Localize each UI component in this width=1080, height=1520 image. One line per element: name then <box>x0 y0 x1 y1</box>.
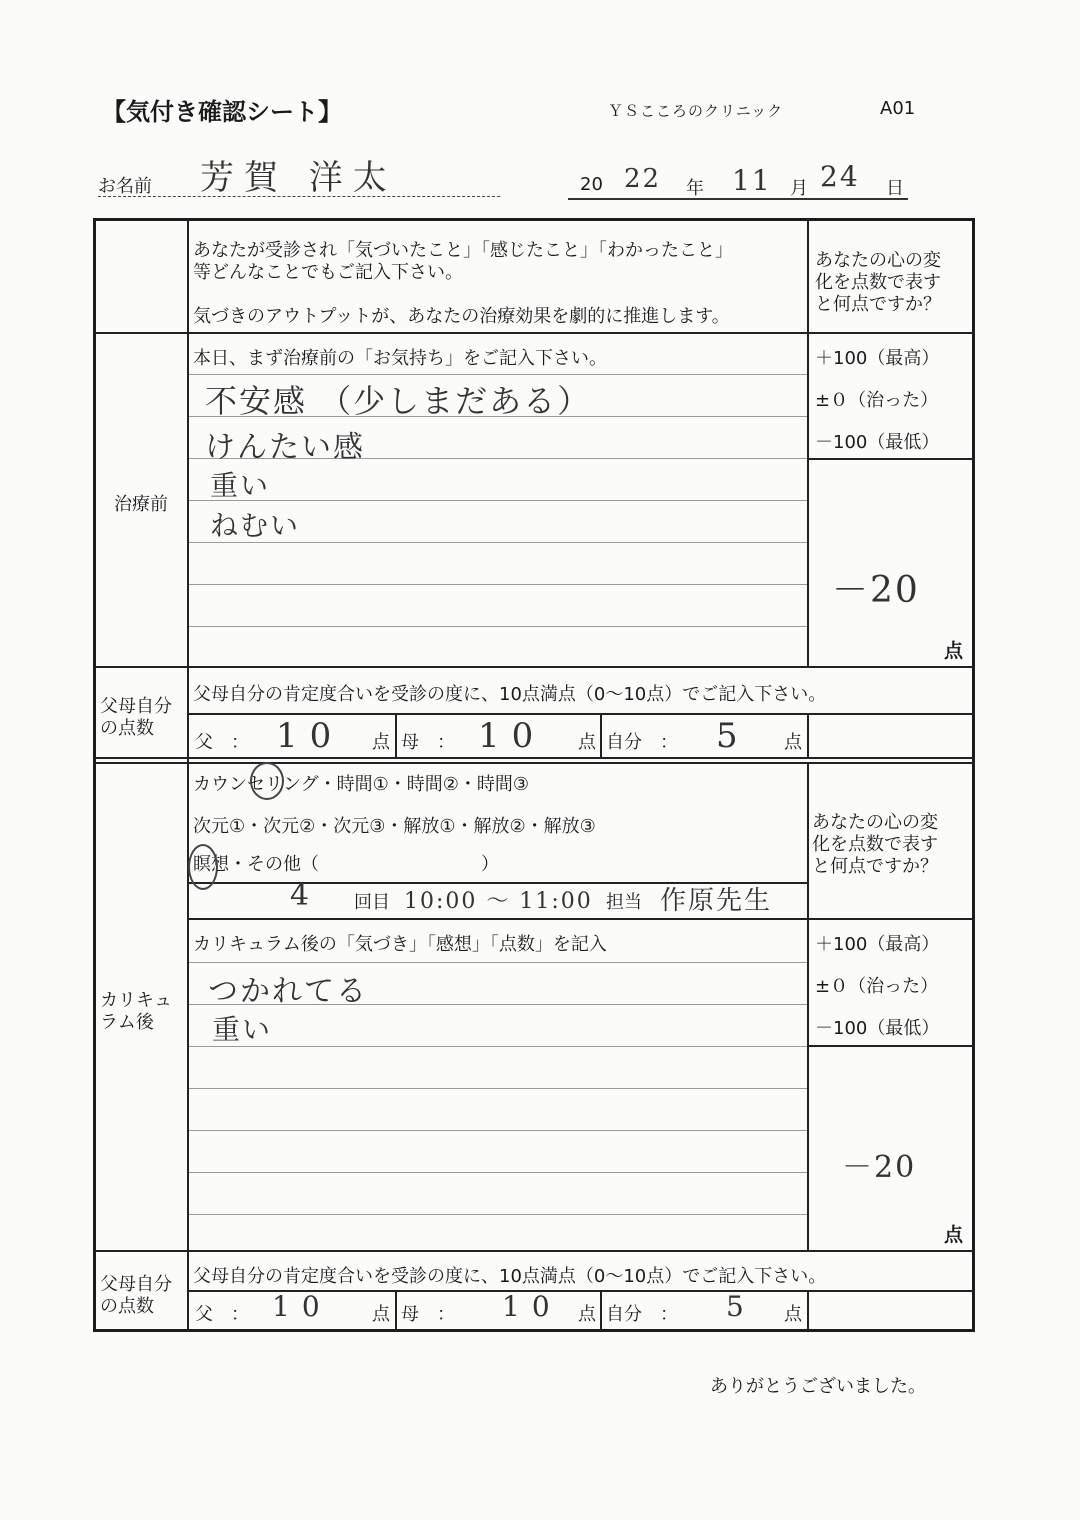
father-unit: 点 <box>372 732 390 753</box>
staff-name[interactable]: 作原先生 <box>660 886 773 916</box>
parents1-label-1: 父母自分 <box>100 696 172 717</box>
year-prefix: 20 <box>580 174 603 195</box>
date-underline <box>568 198 908 200</box>
year-label: 年 <box>686 178 704 199</box>
parents2-label-2: の点数 <box>100 1296 154 1317</box>
self-score-2[interactable]: 5 <box>726 1290 746 1323</box>
before-answer-3[interactable]: 重い <box>210 469 271 502</box>
father-label-2: 父 ： <box>195 1304 249 1325</box>
intro-line-3: 気づきのアウトプットが、あなたの治療効果を劇的に推進します。 <box>193 306 730 327</box>
self-score[interactable]: 5 <box>716 716 740 756</box>
curriculum-scale-min: －100（最低） <box>815 1018 940 1039</box>
meditation-circle <box>188 844 218 890</box>
curriculum-scale-zero: ±０（治った） <box>815 976 939 997</box>
before-prompt: 本日、まず治療前の「お気持ち」をご記入下さい。 <box>193 348 607 369</box>
curriculum-options-3: 瞑想・その他（ ） <box>193 854 499 875</box>
name-label: お名前 <box>98 176 152 197</box>
name-value[interactable]: 芳賀 洋太 <box>200 158 397 198</box>
day-label: 日 <box>886 178 904 199</box>
before-answer-2[interactable]: けんたい感 <box>205 430 365 465</box>
curriculum-score-question-2: 化を点数で表す <box>812 834 938 855</box>
before-score-value[interactable]: －20 <box>832 570 920 611</box>
parents2-label-1: 父母自分 <box>100 1274 172 1295</box>
score-question-1: あなたの心の変 <box>815 250 941 271</box>
curriculum-section-label-2: ラム後 <box>100 1012 154 1033</box>
selected-option-circle <box>250 762 284 800</box>
before-answer-1[interactable]: 不安感 （少しまだある） <box>205 382 592 420</box>
session-count[interactable]: 4 <box>290 878 312 913</box>
mother-label: 母 ： <box>401 732 455 753</box>
thanks-message: ありがとうございました。 <box>710 1376 926 1397</box>
mother-unit-2: 点 <box>578 1304 596 1325</box>
score-question-2: 化を点数で表す <box>815 272 941 293</box>
father-score-2[interactable]: 10 <box>272 1290 332 1323</box>
curriculum-score-value[interactable]: －20 <box>842 1150 917 1185</box>
curriculum-score-unit: 点 <box>944 1224 964 1246</box>
self-unit: 点 <box>784 732 802 753</box>
session-count-label: 回目 <box>354 892 390 913</box>
mother-score[interactable]: 10 <box>478 716 546 756</box>
curriculum-score-question-3: と何点ですか？ <box>812 856 938 877</box>
session-time[interactable]: 10:00 ～ 11:00 <box>404 889 593 914</box>
name-underline <box>98 196 500 197</box>
before-scale-zero: ±０（治った） <box>815 390 939 411</box>
form-code: A01 <box>880 98 916 119</box>
curriculum-scale-max: ＋100（最高） <box>815 934 940 955</box>
month-label: 月 <box>790 178 808 199</box>
day-value[interactable]: 24 <box>820 160 860 193</box>
curriculum-prompt: カリキュラム後の「気づき」「感想」「点数」を記入 <box>193 934 607 955</box>
mother-unit: 点 <box>578 732 596 753</box>
before-score-unit: 点 <box>944 640 964 662</box>
score-question-3: と何点ですか？ <box>815 294 941 315</box>
self-label-2: 自分 ： <box>606 1304 678 1325</box>
father-score[interactable]: 10 <box>276 716 344 756</box>
father-unit-2: 点 <box>372 1304 390 1325</box>
before-section-label: 治療前 <box>114 494 168 515</box>
intro-line-1: あなたが受診され「気づいたこと」「感じたこと」「わかったこと」 <box>193 240 733 261</box>
before-scale-max: ＋100（最高） <box>815 348 940 369</box>
sheet-title: 【気付き確認シート】 <box>102 98 342 126</box>
intro-line-2: 等どんなことでもご記入下さい。 <box>193 262 463 283</box>
before-scale-min: －100（最低） <box>815 432 940 453</box>
mother-label-2: 母 ： <box>401 1304 455 1325</box>
curriculum-section-label-1: カリキュ <box>100 990 172 1011</box>
curriculum-answer-1[interactable]: つかれてる <box>208 974 368 1009</box>
parents2-instruction: 父母自分の肯定度合いを受診の度に、10点満点（0～10点）でご記入下さい。 <box>193 1266 827 1287</box>
curriculum-answer-2[interactable]: 重い <box>212 1013 273 1046</box>
curriculum-score-question-1: あなたの心の変 <box>812 812 938 833</box>
curriculum-options-2: 次元①・次元②・次元③・解放①・解放②・解放③ <box>193 816 596 837</box>
before-answer-4[interactable]: ねむい <box>210 509 301 542</box>
month-value[interactable]: 11 <box>732 164 772 197</box>
father-label: 父 ： <box>195 732 249 753</box>
curriculum-options-1: カウンセリング・時間①・時間②・時間③ <box>193 774 530 795</box>
staff-label: 担当 <box>606 892 642 913</box>
clinic-name: ＹＳこころのクリニック <box>608 102 784 120</box>
parents1-instruction: 父母自分の肯定度合いを受診の度に、10点満点（0～10点）でご記入下さい。 <box>193 684 827 705</box>
mother-score-2[interactable]: 10 <box>502 1290 562 1323</box>
year-value[interactable]: 22 <box>624 164 662 194</box>
self-label: 自分 ： <box>606 732 678 753</box>
self-unit-2: 点 <box>784 1304 802 1325</box>
parents1-label-2: の点数 <box>100 718 154 739</box>
